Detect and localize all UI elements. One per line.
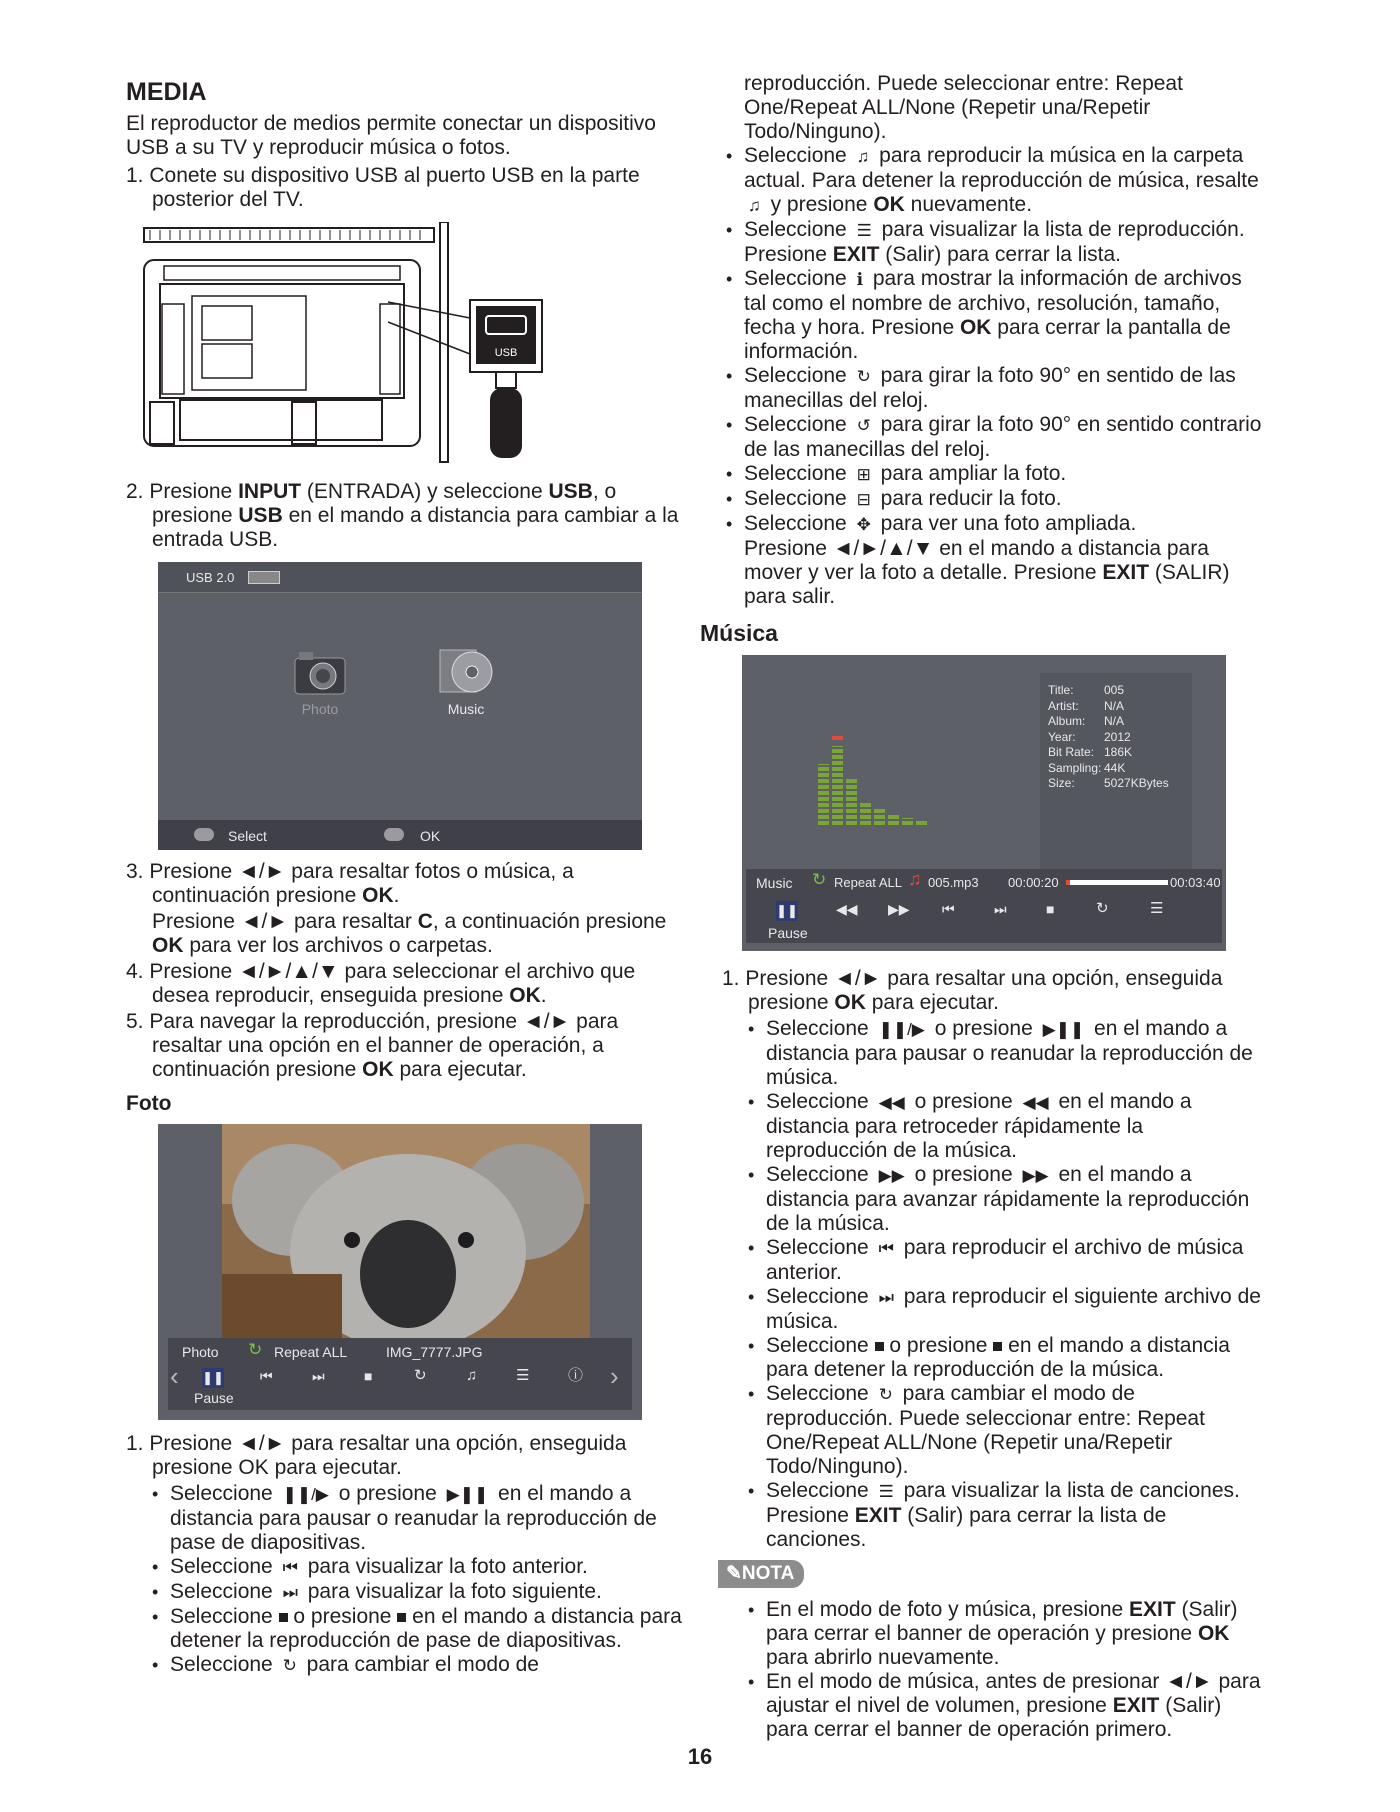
pause-button[interactable]: ❚❚ [776,901,798,921]
track-info-rows [1040,683,1192,792]
music-bullet-prev: • Seleccione ⏮ para reproducir el archivo de música anterior. [744,1236,1262,1285]
fast-forward-button[interactable]: ▶▶ [888,901,910,917]
music-bullet-forward: • Seleccione ▶▶ o presione ▶▶ en el mando a distancia para avanzar rápidamente la reproducción de la música. [744,1163,1262,1236]
total-time: 00:03:40 [1170,875,1221,890]
music-note-icon: ♫ [856,147,870,166]
repeat-button[interactable]: ↻ [1096,900,1109,917]
equalizer-peak [832,736,843,740]
photo-pause-label: Pause [194,1390,234,1406]
next-icon: ⏭ [878,1288,894,1307]
prev-icon: ⏮ [282,1558,298,1577]
step-2: 2. Presione INPUT (ENTRADA) y seleccione USB, o presione USB en el mando a distancia para cambiar a la entrada USB. [126,480,679,551]
media-heading: MEDIA [126,78,207,106]
usb-stick-icon [248,571,280,584]
music-bullet-repeat: • Seleccione ↻ para cambiar el modo de reproducción. Puede seleccionar entre: Repeat One/Repeat ALL/None (Repetir una/Repetir Todo/Ninguno). [744,1382,1262,1479]
track-info-value: 186K [1104,745,1133,759]
next-button[interactable]: ⏭ [312,1368,325,1384]
music-disc-icon [436,648,496,696]
page-number: 16 [687,1744,713,1769]
track-info-row [1040,730,1192,746]
track-info-value: 44K [1104,760,1126,775]
track-info-row [1040,761,1192,777]
playlist-icon: ☰ [878,1482,894,1501]
bullet-rotate-ccw: • Seleccione ↺ para girar la foto 90° en sentido contrario de las manecillas del reloj. [722,413,1262,462]
step-5: 5. Para navegar la reproducción, presione ◄/► para resaltar una opción en el banner de operación, a continuación presione OK para ejecutar. [126,1010,619,1081]
equalizer-bar [902,818,913,825]
rewind-remote-icon: ◀◀ [1022,1093,1049,1112]
koala-photo [222,1124,590,1340]
repeat-mode-icon: ↻ [812,870,827,889]
zoom-out-icon: ⊟ [856,490,871,509]
music-option-label: Music [447,701,485,717]
right-column [700,72,1262,1742]
dpad-icon [194,828,214,841]
repeat-continuation: reproducción. Puede seleccionar entre: Repeat One/Repeat ALL/None (Repetir una/Repetir Todo/Ninguno). [744,72,1183,143]
usb-version-label: USB 2.0 [186,570,235,585]
equalizer-bar [888,814,899,825]
track-info-key: Album: [1048,714,1086,728]
usb-menu-screen [158,562,642,850]
photo-option-label: Photo [301,701,339,717]
repeat-icon: ↻ [282,1656,297,1675]
bullet-music: • Seleccione ♫ para reproducir la música en la carpeta actual. Para detener la reproducción de música, resalte ♫ y presione OK nuevamente. [722,144,1262,218]
stop-icon [875,1342,884,1351]
equalizer-bar [818,764,829,825]
bullet-rotate-cw: • Seleccione ↻ para girar la foto 90° en sentido de las manecillas del reloj. [722,364,1262,413]
bullet-playlist: • Seleccione ☰ para visualizar la lista de reproducción. Presione EXIT (Salir) para cerrar la lista. [722,218,1262,267]
menu-footer [158,820,642,850]
foto-bullet-stop: • Seleccione o presione en el mando a distancia para detener la reproducción de pase de diapositivas. [148,1605,686,1653]
foto-bullets [126,1482,686,1678]
prev-button[interactable]: ⏮ [942,901,955,917]
pencil-icon: ✎ [726,1563,742,1584]
music-bullet-next: • Seleccione ⏭ para reproducir el siguiente archivo de música. [744,1285,1262,1334]
track-info-key: Size: [1048,776,1075,790]
nota-bullet-1: • En el modo de foto y música, presione EXIT (Salir) para cerrar el banner de operación y presione OK para abrirlo nuevamente. [744,1598,1262,1670]
music-mode-label: Music [756,875,793,891]
repeat-mode-icon: ↻ [248,1340,263,1359]
usb-port-label: USB [494,347,518,359]
select-hint: Select [228,828,267,844]
bullet-zoom-in: • Seleccione ⊞ para ampliar la foto. [722,462,1262,487]
foto-heading: Foto [126,1092,172,1115]
rewind-button[interactable]: ◀◀ [836,901,858,917]
equalizer-bar [916,821,927,825]
stop-button[interactable]: ■ [1046,901,1055,917]
playlist-button[interactable]: ☰ [516,1367,530,1384]
music-note-icon: ♫ [748,196,761,215]
nota-badge: ✎NOTA [718,1560,804,1588]
track-info-key: Artist: [1048,698,1079,713]
left-column [126,76,686,1678]
bullet-zoom-out: • Seleccione ⊟ para reducir la foto. [722,487,1262,512]
track-info-row [1040,776,1192,792]
progress-bar[interactable] [1066,880,1168,885]
rewind-icon: ◀◀ [878,1093,905,1112]
next-button[interactable]: ⏭ [994,901,1007,917]
play-pause-remote-icon: ▶❚❚ [446,1485,489,1504]
ok-hint: OK [420,828,441,844]
track-info-row [1040,699,1192,715]
music-bullet-stop: • Seleccione o presione en el mando a distancia para detener la reproducción de la música. [744,1334,1262,1382]
photo-repeat-label: Repeat ALL [274,1344,348,1360]
step-3: 3. Presione ◄/► para resaltar fotos o música, a continuación presione OK. [126,860,574,907]
equalizer-bar [860,803,871,825]
foto-step-1: 1. Presione ◄/► para resaltar una opción, enseguida presione OK para ejecutar. [126,1432,627,1479]
photo-mode-label: Photo [182,1344,219,1360]
repeat-icon: ↻ [878,1385,893,1404]
track-info-panel [1040,673,1192,871]
elapsed-time: 00:00:20 [1008,875,1059,890]
usb-header [158,562,642,593]
foto-bullet-pause: • Seleccione ❚❚/▶ o presione ▶❚❚ en el mando a distancia para pausar o reanudar la reproducción de pase de diapositivas. [148,1482,686,1555]
track-info-row [1040,714,1192,730]
media-intro: El reproductor de medios permite conectar un dispositivo USB a su TV y reproducir música o fotos. [126,112,656,159]
pause-play-icon: ❚❚/▶ [878,1020,925,1039]
equalizer-bar [874,807,885,825]
musica-heading: Música [700,620,778,646]
nota-bullet-2: • En el modo de música, antes de presionar ◄/► para ajustar el nivel de volumen, presione EXIT (Salir) para cerrar el banner de operación primero. [744,1670,1262,1742]
track-info-value: N/A [1104,698,1125,713]
photo-banner [168,1338,632,1410]
track-info-value: 005 [1104,683,1125,697]
zoom-in-icon: ⊞ [856,465,871,484]
equalizer-bar [832,746,843,825]
music-step-1: 1. Presione ◄/► para resaltar una opción, enseguida presione OK para ejecutar. [722,967,1223,1014]
music-button[interactable]: ♫ [466,1367,478,1384]
photo-option[interactable] [280,650,360,717]
repeat-button[interactable]: ↻ [414,1367,427,1384]
equalizer-bars [818,715,978,825]
music-repeat-label: Repeat ALL [834,875,902,890]
music-bullet-playlist: • Seleccione ☰ para visualizar la lista de canciones. Presione EXIT (Salir) para cerrar la lista de canciones. [744,1479,1262,1552]
rotate-cw-icon: ↻ [856,367,871,386]
fast-forward-remote-icon: ▶▶ [1022,1166,1049,1185]
step-3-detail: Presione ◄/► para resaltar C, a continuación presione OK para ver los archivos o carpetas. [152,910,667,957]
prev-icon: ⏮ [878,1239,894,1258]
foto-bullet-next: • Seleccione ⏭ para visualizar la foto siguiente. [148,1580,686,1605]
move-icon: ✥ [856,515,871,534]
prev-button[interactable]: ⏮ [260,1368,273,1384]
nota-bullets [722,1598,1262,1742]
stop-button[interactable]: ■ [364,1368,373,1384]
bullet-pan: • Seleccione ✥ para ver una foto ampliada. [722,512,1262,537]
photo-file-label: IMG_7777.JPG [386,1344,483,1360]
tv-usb-diagram [140,222,560,472]
music-option[interactable] [426,648,506,717]
track-info-value: N/A [1104,714,1125,728]
track-info-key: Year: [1048,729,1076,744]
track-info-value: 2012 [1104,729,1131,744]
playlist-button[interactable]: ☰ [1150,900,1164,917]
bullet-info: • Seleccione ℹ para mostrar la información de archivos tal como el nombre de archivo, resolución, tamaño, fecha y hora. Presione OK para cerrar la pantalla de información. [722,267,1262,364]
track-info-row [1040,745,1192,761]
music-screen [742,655,1226,951]
next-arrow-icon[interactable]: › [610,1361,619,1391]
track-info-key: Bit Rate: [1048,745,1095,759]
pause-play-icon: ❚❚/▶ [282,1485,329,1504]
music-bullet-rewind: • Seleccione ◀◀ o presione ◀◀ en el mando a distancia para retroceder rápidamente la reproducción de la música. [744,1090,1262,1163]
photo-screen [158,1124,642,1420]
info-button[interactable]: ⓘ [568,1367,584,1384]
music-bullet-pause: • Seleccione ❚❚/▶ o presione ▶❚❚ en el mando a distancia para pausar o reanudar la reproducción de música. [744,1017,1262,1090]
camera-icon [293,650,347,696]
music-pause-label: Pause [768,925,808,941]
fast-forward-icon: ▶▶ [878,1166,905,1185]
equalizer-bar [846,779,857,825]
info-icon: ℹ [856,270,864,289]
ok-button-icon [384,828,404,841]
step-4: 4. Presione ◄/►/▲/▼ para seleccionar el archivo que desea reproducir, enseguida presione OK. [126,960,636,1007]
stop-remote-icon [397,1613,406,1622]
foto-bullet-prev: • Seleccione ⏮ para visualizar la foto anterior. [148,1555,686,1580]
stop-remote-icon [993,1342,1002,1351]
playlist-icon: ☰ [856,221,872,240]
stop-icon [279,1613,288,1622]
track-info-value: 5027KBytes [1104,776,1169,790]
pan-instructions: Presione ◄/►/▲/▼ en el mando a distancia para mover y ver la foto a detalle. Presione EXIT (SALIR) para salir. [744,537,1230,608]
foto-bullet-repeat: • Seleccione ↻ para cambiar el modo de [148,1653,686,1678]
progress-fill [1066,880,1070,885]
step-1: 1. Conete su dispositivo USB al puerto USB en la parte posterior del TV. [126,164,640,211]
track-info-key: Title: [1048,683,1074,697]
music-file-icon: ♫ [908,869,922,889]
pause-button[interactable]: ❚❚ [202,1368,224,1388]
rotate-ccw-icon: ↺ [856,416,871,435]
equalizer [818,715,978,825]
music-file-label: 005.mp3 [928,875,979,890]
play-pause-remote-icon: ▶❚❚ [1042,1020,1085,1039]
prev-arrow-icon[interactable]: ‹ [170,1361,179,1391]
music-banner [746,869,1222,943]
next-icon: ⏭ [282,1583,298,1602]
foto-bullets-continued [722,144,1262,537]
track-info-key: Sampling: [1048,760,1102,775]
music-bullets [722,1017,1262,1552]
track-info-row [1040,683,1192,699]
